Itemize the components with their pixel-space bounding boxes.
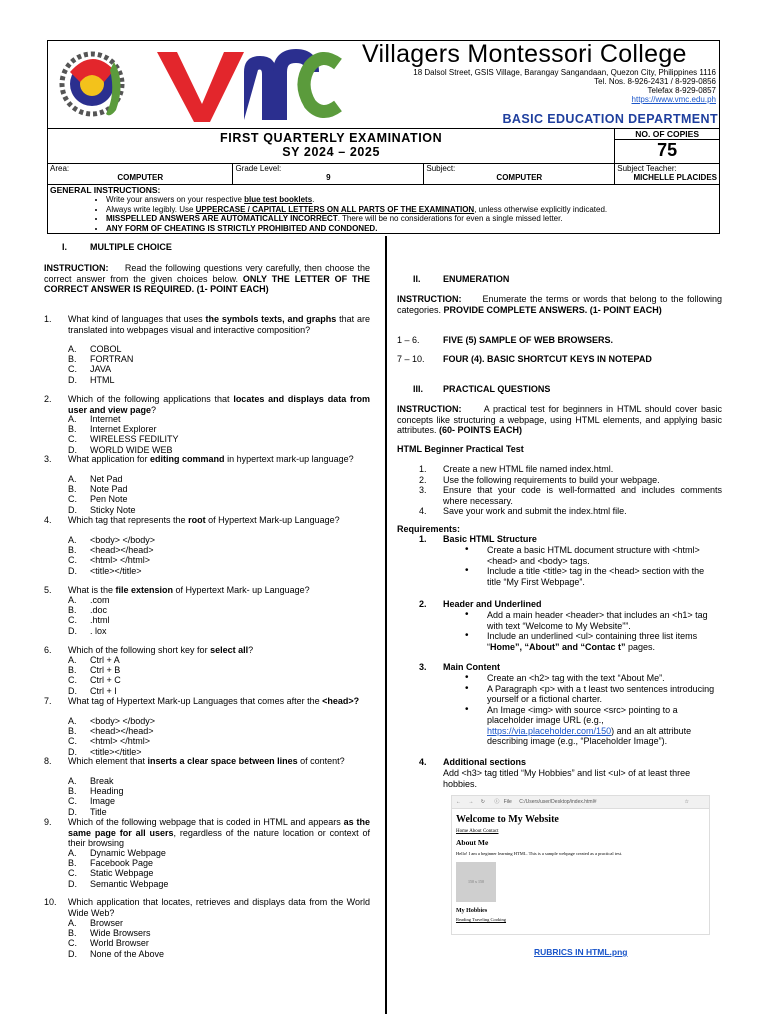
- option-a: A. Dynamic Webpage: [68, 848, 166, 858]
- option-c: C. <html> </html>: [68, 736, 151, 747]
- general-instruction-2: • Always write legibly. Use UPPERCASE / CAPITAL LETTERS ON ALL PARTS OF THE EXAMINATION, unless otherwise explicitly indicated.: [106, 205, 717, 215]
- req-2-bullet-2: • Include an underlined <ul> containing three list items “Home”, “About” and “Contac t” pages.: [397, 631, 715, 652]
- option-a: A. Internet: [68, 414, 121, 424]
- option-b: B. Facebook Page: [68, 858, 154, 869]
- req-1-title: Basic HTML Structure: [443, 534, 537, 544]
- option-a: A. <body> </body>: [68, 716, 156, 726]
- req-3-title: Main Content: [443, 662, 500, 672]
- req-2-title: Header and Underlined: [443, 599, 542, 609]
- option-c: C. Ctrl + C: [68, 675, 121, 686]
- part-1-multiple-choice: I. MULTIPLE CHOICE INSTRUCTION: Read the following questions very carefully, then choose the correct answer from the given choices below. ONLY THE LETTER OF THE CORRECT ANSWER IS REQUIRED. (1- POINT EACH) 1. What kind of languages that uses the symbols texts, and graphs that are translated into webpages visual and interactive composition? A. COBOL B. FORTRAN C. JAVA D. HTML 2. Which of the following applications that locates and displays data from user and view page? A. Internet B. Internet Explorer C. WIRELESS FEDILITY D. WORLD WIDE WEB 3. What application for editing command in hypertext mark-up language? A. Net Pad B. Note Pad C. Pen Note D. Sticky Note 4. Which tag that represents the root of Hypertext Mark-up Language? A. <body> </body> B. <head></head> C. <html> </html> D. <title></title> 5. What is the file extension of Hypertext Mark- up Language? A. .com B. .doc C. .html D. . lox 6. Which of the following short key for select all? A. Ctrl + A B. Ctrl + B C. Ctrl + C D. Ctrl + I 7. What tag of Hypertext Mark-up Languages that comes after the <head>? A. <body> </body> B. <head></head> C. <html> </html> D. <title></title> 8. Which element that inserts a clear space between lines of content? A. Break B. Heading C. Image D. Title 9. Which of the following webpage that is coded in HTML and appears as the same page for all users, regardless of the nature location or context of their browsing A. Dynamic Webpage B. Facebook Page C. Static Webpage D. Semantic Webpage 10. Which application that locates, retrieves and displays data from the World Wide Web? A. Browser B. Wide Browsers C. World Browser D. None of the Above: [44, 242, 371, 959]
- shot-h1: Welcome to My Website: [456, 814, 559, 825]
- option-c: C. .html: [68, 615, 110, 626]
- option-d: D. HTML: [68, 374, 115, 385]
- req-1-bullet-2: • Include a title <title> tag in the <head> section with the title “My First Webpage”.: [397, 566, 715, 587]
- option-a: A. Net Pad: [68, 474, 123, 484]
- option-c: C. Pen Note: [68, 494, 128, 505]
- option-c: C. World Browser: [68, 938, 149, 949]
- req-3-bullet-2: • A Paragraph <p> with a t least two sentences introducing yourself or a fictional charter.: [397, 684, 715, 705]
- option-d: D. WORLD WIDE WEB: [68, 444, 173, 455]
- option-b: B. Internet Explorer: [68, 424, 157, 435]
- option-d: D. . lox: [68, 625, 107, 636]
- step-2: 2. Use the following requirements to build your webpage.: [419, 474, 660, 485]
- option-b: B. Note Pad: [68, 484, 128, 495]
- option-c: C. JAVA: [68, 364, 112, 375]
- part-2-number: II.: [413, 274, 421, 284]
- part-3-instruction: INSTRUCTION: A practical test for beginners in HTML should cover basic concepts like structuring a webpage, using HTML elements, and applying basic attributes. (60- POINTS EACH): [397, 404, 722, 435]
- grade-label: Grade Level:: [235, 164, 282, 173]
- req-4-number: 4.: [419, 757, 427, 767]
- part-3-number: III.: [413, 384, 424, 394]
- option-d: D. <title></title>: [68, 565, 142, 576]
- teacher-label: Subject Teacher:: [617, 164, 677, 173]
- req-3-number: 3.: [419, 662, 427, 672]
- rubrics-link[interactable]: RUBRICS IN HTML.png: [534, 947, 628, 957]
- copies-label: NO. OF COPIES: [615, 129, 719, 140]
- browser-toolbar: ← → ↻ ⓘ File C:/Users/user/Desktop/index.html# ☆: [452, 796, 709, 809]
- star-icon: ☆: [684, 799, 689, 805]
- practical-test-title: HTML Beginner Practical Test: [397, 444, 524, 454]
- option-d: D. Sticky Note: [68, 504, 136, 515]
- option-d: D. Semantic Webpage: [68, 878, 169, 889]
- req-3-bullet-3: • An Image <img> with source <src> pointing to a placeholder image URL (e.g., https://via.placeholder.com/150) and an alt attribute describing image (e.g., “Placeholder Image”).: [397, 705, 715, 747]
- college-name: Villagers Montessori College: [362, 40, 687, 68]
- option-a: A. .com: [68, 595, 110, 605]
- exam-info-table: [47, 128, 720, 234]
- copies-value: 75: [657, 140, 678, 160]
- enumeration-2-range: 7 – 10.: [397, 354, 425, 364]
- reload-icon: ↻: [480, 799, 485, 805]
- subject-value: COMPUTER: [496, 173, 543, 182]
- exam-title: FIRST QUARTERLY EXAMINATION: [220, 131, 443, 145]
- req-2-list: [397, 610, 715, 652]
- option-d: D. Ctrl + I: [68, 685, 117, 696]
- shot-nav: Home About Contact: [456, 829, 499, 834]
- address-bar: C:/Users/user/Desktop/index.html#: [519, 799, 597, 805]
- option-b: B. <head></head>: [68, 545, 154, 556]
- college-website-link[interactable]: https://www.vmc.edu.ph: [631, 95, 716, 104]
- area-cell: [48, 164, 233, 185]
- department-name: BASIC EDUCATION DEPARTMENT: [502, 112, 718, 126]
- part-3-title: PRACTICAL QUESTIONS: [443, 384, 551, 394]
- option-b: B. Heading: [68, 786, 124, 797]
- step-4: 4. Save your work and submit the index.html file.: [419, 506, 627, 516]
- option-b: B. <head></head>: [68, 726, 154, 737]
- option-b: B. FORTRAN: [68, 354, 134, 365]
- general-instructions-title: GENERAL INSTRUCTIONS:: [50, 185, 161, 195]
- exam-title-cell: [48, 129, 615, 164]
- grade-value: 9: [326, 173, 331, 182]
- req-1-number: 1.: [419, 534, 427, 544]
- telefax-number: Telefax 8-929-0857: [647, 86, 716, 95]
- req-3-list: [397, 673, 715, 747]
- option-d: D. <title></title>: [68, 746, 142, 757]
- enumeration-1-range: 1 – 6.: [397, 335, 420, 345]
- option-c: C. WIRELESS FEDILITY: [68, 434, 179, 445]
- teacher-value: MICHELLE PLACIDES: [633, 173, 717, 182]
- general-instructions: [48, 185, 720, 234]
- shot-image-placeholder: 150 x 150: [456, 862, 496, 902]
- info-icon: ⓘ: [494, 799, 500, 805]
- req-1-list: [397, 545, 715, 587]
- vmc-logo: [52, 42, 342, 126]
- subject-cell: [424, 164, 615, 185]
- general-instruction-4: • ANY FORM OF CHEATING IS STRICTLY PROHIBITED AND CONDONED.: [106, 224, 717, 234]
- column-divider: [385, 236, 387, 1014]
- option-c: C. Image: [68, 796, 116, 807]
- shot-h2: About Me: [456, 838, 489, 847]
- option-c: C. Static Webpage: [68, 868, 154, 879]
- option-b: B. Ctrl + B: [68, 665, 121, 676]
- copies-cell: [615, 129, 720, 164]
- subject-label: Subject:: [426, 164, 456, 173]
- teacher-cell: [615, 164, 720, 185]
- req-2-number: 2.: [419, 599, 427, 609]
- req-4-text: Add <h3> tag titled “My Hobbies” and list <ul> of at least three hobbies.: [443, 768, 691, 789]
- step-3: 3. Ensure that your code is well-formatted and includes comments where necessary.: [419, 485, 722, 506]
- option-a: A. <body> </body>: [68, 535, 156, 545]
- shot-paragraph: Hello! I am a beginner learning HTML. This is a sample webpage created as a practical test.: [456, 851, 623, 856]
- part-1-title: MULTIPLE CHOICE: [90, 242, 172, 252]
- option-a: A. COBOL: [68, 344, 122, 354]
- req-2-bullet-1: • Add a main header <header> that includes an <h1> tag with text “Welcome to My Website””.: [397, 610, 715, 631]
- part-1-number: I.: [62, 242, 68, 252]
- enumeration-2-text: FOUR (4). BASIC SHORTCUT KEYS IN NOTEPAD: [443, 354, 652, 364]
- req-1-bullet-1: • Create a basic HTML document structure with <html><head> and <body> tags.: [397, 545, 715, 566]
- option-c: C. <html> </html>: [68, 555, 151, 566]
- college-address: 18 Dalsol Street, GSIS Village, Barangay Sangandaan, Quezon City, Philippines 1116: [413, 68, 716, 77]
- telephone-numbers: Tel. Nos. 8-926-2431 / 8-929-0856: [594, 77, 716, 86]
- part-2-instruction: INSTRUCTION: Enumerate the terms or words that belong to the following categories. PROVIDE COMPLETE ANSWERS. (1- POINT EACH): [397, 294, 722, 315]
- placeholder-url-link[interactable]: https://via.placeholder.com/150: [487, 725, 612, 736]
- school-year: SY 2024 – 2025: [282, 145, 381, 159]
- shot-hobbies: Reading Traveling Cooking: [456, 917, 507, 922]
- req-4-title: Additional sections: [443, 757, 527, 767]
- option-a: A. Ctrl + A: [68, 655, 120, 665]
- grade-cell: [233, 164, 424, 185]
- requirements-title: Requirements:: [397, 524, 461, 534]
- area-label: Area:: [50, 164, 70, 173]
- option-d: D. Title: [68, 806, 107, 817]
- general-instruction-1: • Write your answers on your respective blue test booklets.: [106, 195, 717, 205]
- option-d: D. None of the Above: [68, 948, 165, 959]
- back-icon: ←: [456, 799, 461, 805]
- general-instruction-3: • MISSPELLED ANSWERS ARE AUTOMATICALLY INCORRECT. There will be no considerations for even a single missed letter.: [106, 214, 717, 224]
- req-3-bullet-1: • Create an <h2> tag with the text “About Me”.: [397, 673, 715, 684]
- option-a: A. Break: [68, 776, 114, 786]
- part-1-instruction: INSTRUCTION: Read the following questions very carefully, then choose the correct answer from the given choices below. ONLY THE LETTER OF THE CORRECT ANSWER IS REQUIRED. (1- POINT EACH): [44, 263, 370, 294]
- area-value: COMPUTER: [117, 173, 164, 182]
- option-a: A. Browser: [68, 918, 124, 928]
- option-b: B. Wide Browsers: [68, 928, 151, 939]
- part-2-title: ENUMERATION: [443, 274, 510, 284]
- option-b: B. .doc: [68, 605, 108, 616]
- enumeration-1-text: FIVE (5) SAMPLE OF WEB BROWSERS.: [443, 335, 614, 345]
- sample-webpage-screenshot: [451, 795, 710, 935]
- practical-steps: [397, 464, 722, 517]
- forward-icon: →: [468, 799, 474, 805]
- step-1: 1. Create a new HTML file named index.html.: [419, 464, 614, 474]
- shot-h3: My Hobbies: [456, 908, 488, 914]
